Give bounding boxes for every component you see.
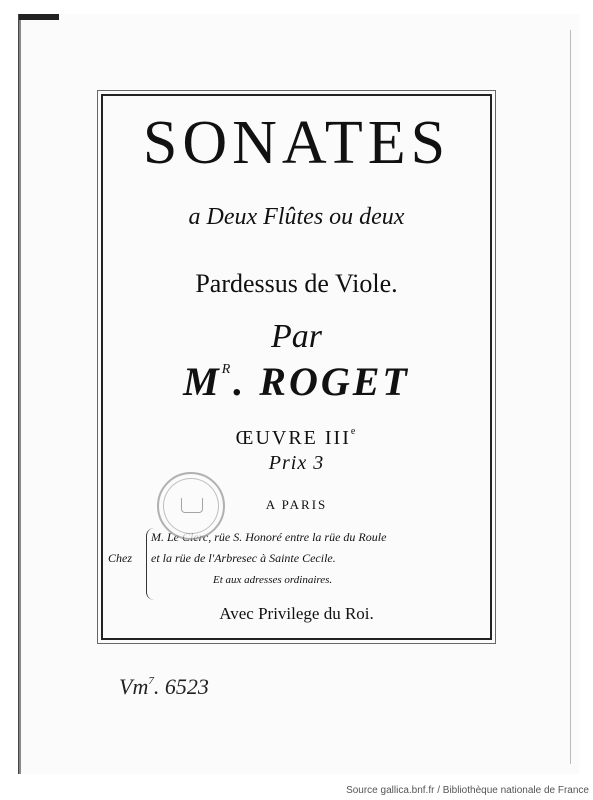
title-frame [101, 94, 492, 640]
page-title: SONATES [142, 109, 451, 177]
subtitle-line-1: a Deux Flûtes ou deux [188, 204, 405, 230]
chez-label: Chez [108, 551, 132, 565]
address-line-3: Et aux adresses ordinaires. [213, 574, 333, 586]
page-edge [570, 30, 571, 764]
opus-number: ŒUVRE IIIe [235, 426, 358, 449]
publisher-city: A PARIS [265, 497, 328, 512]
source-caption: Source gallica.bnf.fr / Bibliothèque nationale de France [346, 785, 589, 796]
shelfmark: Vm$^7$. 6523 [119, 674, 209, 699]
subtitle-line-2: Pardessus de Viole. [195, 269, 398, 298]
address-line-1: M. Le Clerc, rüe S. Honoré entre la rüe du Roule [151, 530, 387, 544]
par-label: Par [271, 318, 322, 355]
crown-icon [181, 498, 203, 513]
author-name: $M^R$. ROGET [183, 359, 410, 404]
binding-tab [19, 14, 59, 20]
library-stamp [157, 472, 225, 540]
privilege-line: Avec Privilege du Roi. [219, 604, 374, 623]
address-line-2: et la rüe de l'Arbresec à Sainte Cecile. [151, 551, 336, 565]
price: Prix 3 [268, 452, 325, 474]
page-sheet [18, 14, 579, 774]
